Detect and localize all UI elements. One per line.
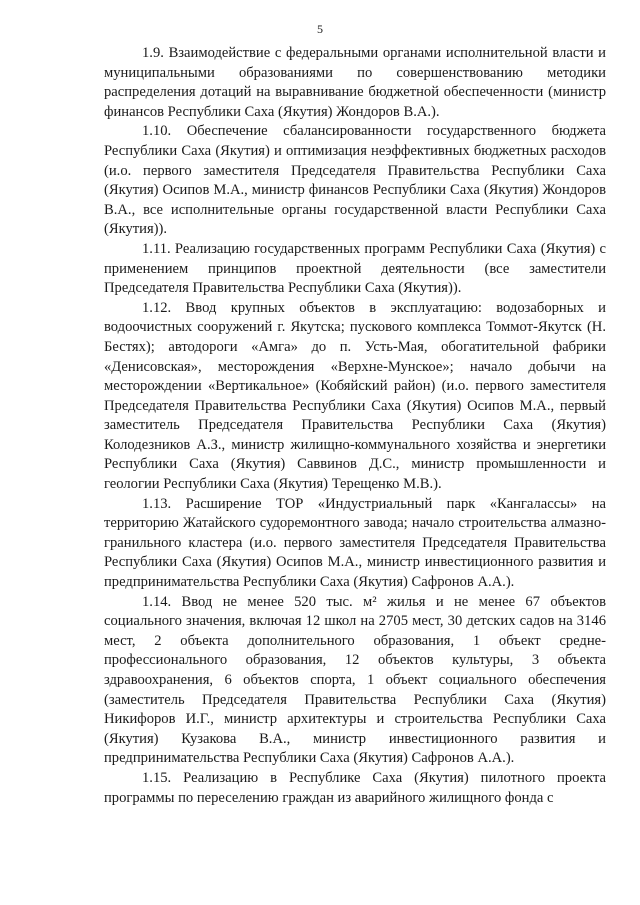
paragraph-number: 1.12.: [142, 299, 172, 316]
paragraph-1-15: [104, 769, 606, 808]
paragraph-text: Ввод крупных объектов в эксплуатацию: водозаборных и водоочистных сооружений г. Якутска; пускового комплекса Томмот-Якутск (Н. Бестях); автодороги «Амга» до п. Усть-Мая, обогатительной фабрики «Денисовская», месторождения «Верхне-Мунское»; начало добычи на месторождении «Вертикальное» (Кобяйский район) (и.о. первого заместителя Председателя Правительства Республики Саха (Якутия) Осипов М.А., первый заместитель Председателя Правительства Республики Саха (Якутия) Колодезников А.З., министр жилищно-коммунального хозяйства и энергетики Республики Саха (Якутия) Саввинов Д.С., министр промышленности и геологии Республики Саха (Якутия) Терещенко М.В.).: [104, 299, 606, 493]
paragraph-1-9: [104, 44, 606, 122]
paragraph-text: Реализацию государственных программ Республики Саха (Якутия) с применением принципов проектной деятельности (все заместители Председателя Правительства Республики Саха (Якутия)).: [104, 240, 606, 297]
paragraph-number: 1.14.: [142, 593, 172, 610]
paragraph-number: 1.9.: [142, 45, 164, 61]
paragraph-number: 1.13.: [142, 495, 172, 512]
paragraph-text: Обеспечение сбалансированности государственного бюджета Республики Саха (Якутия) и оптимизация неэффективных бюджетных расходов (и.о. первого заместителя Председателя Правительства Республики Саха (Якутия) Осипов М.А., министр финансов Республики Саха (Якутия) Жондоров В.А., все исполнительные органы государственной власти Республики Саха (Якутия)).: [104, 123, 606, 238]
paragraph-text: Расширение ТОР «Индустриальный парк «Кангалассы» на территорию Жатайского судоремонтного завода; начало строительства алмазно-гранильного кластера (и.о. первого заместителя Председателя Правительства Республики Саха (Якутия) Осипов М.А., министр инвестиционного развития и предпринимательства Республики Саха (Якутия) Сафронов А.А.).: [104, 495, 606, 591]
paragraph-text: Ввод не менее 520 тыс. м² жилья и не менее 67 объектов социального значения, включая 12 школ на 2705 мест, 30 детских садов на 3146 мест, 2 объекта дополнительного образования, 1 объект средне-профессионального образования, 12 объектов культуры, 3 объекта здравоохранения, 6 объектов спорта, 1 объект социального обеспечения (заместитель Председателя Правительства Республики Саха (Якутия) Никифоров И.Г., министр архитектуры и строительства Республики Саха (Якутия) Кузакова В.А., министр инвестиционного развития и предпринимательства Республики Саха (Якутия) Сафронов А.А.).: [104, 593, 606, 767]
paragraph-1-13: [104, 495, 606, 593]
paragraph-text: Взаимодействие с федеральными органами исполнительной власти и муниципальными образованиями по совершенствованию методики распределения дотаций на выравнивание бюджетной обеспеченности (министр финансов Республики Саха (Якутия) Жондоров В.А.).: [104, 45, 606, 120]
paragraph-1-14: [104, 593, 606, 769]
paragraph-1-12: [104, 299, 606, 495]
paragraph-number: 1.15.: [142, 769, 172, 786]
document-body: [104, 44, 606, 808]
paragraph-number: 1.11.: [142, 240, 171, 257]
paragraph-1-11: [104, 240, 606, 299]
paragraph-number: 1.10.: [142, 123, 172, 140]
paragraph-text: Реализацию в Республике Саха (Якутия) пилотного проекта программы по переселению граждан из аварийного жилищного фонда с: [104, 769, 606, 806]
paragraph-1-10: [104, 122, 606, 240]
page-number: 5: [317, 22, 323, 36]
